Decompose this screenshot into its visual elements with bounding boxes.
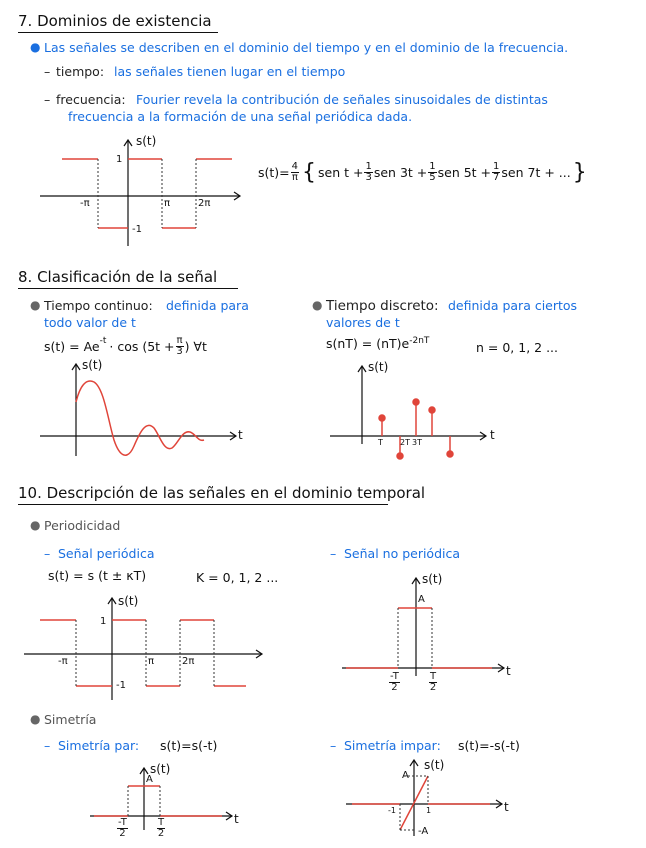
fourier-term-2: sen 3t + bbox=[373, 165, 428, 180]
continuo-label: Tiempo continuo: bbox=[44, 298, 153, 313]
dash: – bbox=[44, 546, 51, 561]
discreto-n-values: n = 0, 1, 2 ... bbox=[476, 340, 558, 355]
graph1-top-label: 1 bbox=[116, 154, 123, 165]
periodica-k-values: K = 0, 1, 2 ... bbox=[196, 570, 279, 585]
bullet-dot: ● bbox=[30, 712, 41, 726]
dash: – bbox=[330, 738, 337, 753]
tiempo-text: las señales tienen lugar en el tiempo bbox=[114, 64, 346, 79]
impar-graph-ylabel: s(t) bbox=[424, 758, 445, 772]
par-graph-neg-T: $\frac{-T}{2}$ bbox=[118, 817, 127, 839]
disc-graph-3T: 3T bbox=[412, 438, 422, 447]
fourier-frac-3: $\frac{1}{5}$ bbox=[429, 161, 436, 183]
continuo-equation: s(t) = Ae $^{-t}$ · cos (5t + $\frac{\pi}{3}$ ) ∀t bbox=[44, 335, 207, 357]
section-8-title: 8. Clasificación de la señal bbox=[18, 268, 218, 286]
simetria-impar-equation: s(t)=-s(-t) bbox=[458, 738, 520, 753]
periodicidad-label: Periodicidad bbox=[44, 518, 121, 533]
nop-graph-pos-T: $\frac{T}{2}$ bbox=[429, 671, 437, 693]
dash: – bbox=[44, 64, 51, 79]
fourier-open-brace: { bbox=[302, 160, 317, 185]
par-graph-amp: A bbox=[146, 774, 153, 785]
disc-graph-ylabel: s(t) bbox=[368, 360, 389, 374]
fourier-frac-4: $\frac{1}{7}$ bbox=[493, 161, 500, 183]
fourier-term-1: sen t + bbox=[318, 165, 364, 180]
graph2-neg-pi: -π bbox=[58, 656, 68, 667]
par-graph-xlabel: t bbox=[234, 812, 239, 826]
graph1-two-pi: 2π bbox=[198, 198, 211, 209]
fourier-close-brace: } bbox=[572, 160, 587, 185]
fourier-lhs: s(t)= bbox=[258, 165, 290, 180]
frecuencia-label: frecuencia: bbox=[56, 92, 126, 107]
continuo-text-1: definida para bbox=[166, 298, 249, 313]
frecuencia-text-2: frecuencia a la formación de una señal periódica dada. bbox=[68, 109, 413, 124]
simetria-impar-label: Simetría impar: bbox=[344, 738, 441, 753]
periodica-equation: s(t) = s (t ± κT) bbox=[48, 568, 147, 583]
nop-graph-neg-T: $\frac{-T}{2}$ bbox=[390, 671, 399, 693]
dash: – bbox=[44, 92, 51, 107]
disc-graph-T: T bbox=[378, 438, 383, 447]
graph2-top-label: 1 bbox=[100, 616, 107, 627]
par-graph-ylabel: s(t) bbox=[150, 762, 171, 776]
graph1-pi: π bbox=[164, 198, 171, 209]
nop-graph-xlabel: t bbox=[506, 664, 511, 678]
graph1-neg-pi: -π bbox=[80, 198, 90, 209]
graph2-bottom-label: -1 bbox=[116, 680, 126, 691]
simetria-par-equation: s(t)=s(-t) bbox=[160, 738, 218, 753]
bullet-dot: ● bbox=[30, 40, 41, 54]
graph1-bottom-label: -1 bbox=[132, 224, 142, 235]
graph2-pi: π bbox=[148, 656, 155, 667]
par-graph-pos-T: $\frac{T}{2}$ bbox=[157, 817, 165, 839]
discreto-label: Tiempo discreto: bbox=[326, 298, 439, 314]
disc-graph-2T: 2T bbox=[400, 438, 410, 447]
discreto-equation: $s(nT) = (nT)e^{-2nT}$ bbox=[326, 336, 430, 352]
periodica-label: Señal periódica bbox=[58, 546, 155, 561]
section-7-title: 7. Dominios de existencia bbox=[18, 12, 212, 30]
cont-graph-xlabel: t bbox=[238, 428, 243, 442]
dash: – bbox=[44, 738, 51, 753]
bullet-dot: ● bbox=[30, 518, 41, 532]
fourier-term-3: sen 5t + bbox=[437, 165, 492, 180]
dominios-bullet-text: Las señales se describen en el dominio del tiempo y en el dominio de la frecuencia. bbox=[44, 40, 569, 55]
impar-graph-one: 1 bbox=[426, 806, 432, 815]
impar-graph-xlabel: t bbox=[504, 800, 509, 814]
impar-graph-neg-one: -1 bbox=[388, 806, 396, 815]
impar-graph-neg-amp: -A bbox=[418, 826, 429, 837]
discreto-text-2: valores de t bbox=[326, 315, 400, 330]
dash: – bbox=[330, 546, 337, 561]
fourier-term-4: sen 7t + ... bbox=[501, 165, 571, 180]
disc-graph-xlabel: t bbox=[490, 428, 495, 442]
frecuencia-text-1: Fourier revela la contribución de señales sinusoidales de distintas bbox=[136, 92, 548, 107]
simetria-par-label: Simetría par: bbox=[58, 738, 140, 753]
cont-graph-ylabel: s(t) bbox=[82, 358, 103, 372]
graph2-two-pi: 2π bbox=[182, 656, 195, 667]
graph2-ylabel: s(t) bbox=[118, 594, 139, 608]
section-10-title: 10. Descripción de las señales en el dominio temporal bbox=[18, 484, 426, 502]
nop-graph-ylabel: s(t) bbox=[422, 572, 443, 586]
simetria-label: Simetría bbox=[44, 712, 97, 727]
fourier-frac-main: $\frac{4}{\pi}$ bbox=[291, 161, 299, 183]
discreto-text-1: definida para ciertos bbox=[448, 298, 578, 313]
graph1-ylabel: s(t) bbox=[136, 134, 157, 148]
nop-graph-amp: A bbox=[418, 594, 425, 605]
impar-graph-amp: A bbox=[402, 770, 409, 781]
bullet-dot: ● bbox=[312, 298, 323, 312]
bullet-dot: ● bbox=[30, 298, 41, 312]
tiempo-label: tiempo: bbox=[56, 64, 105, 79]
continuo-text-2: todo valor de t bbox=[44, 315, 136, 330]
fourier-frac-2: $\frac{1}{3}$ bbox=[365, 161, 372, 183]
no-periodica-label: Señal no periódica bbox=[344, 546, 461, 561]
